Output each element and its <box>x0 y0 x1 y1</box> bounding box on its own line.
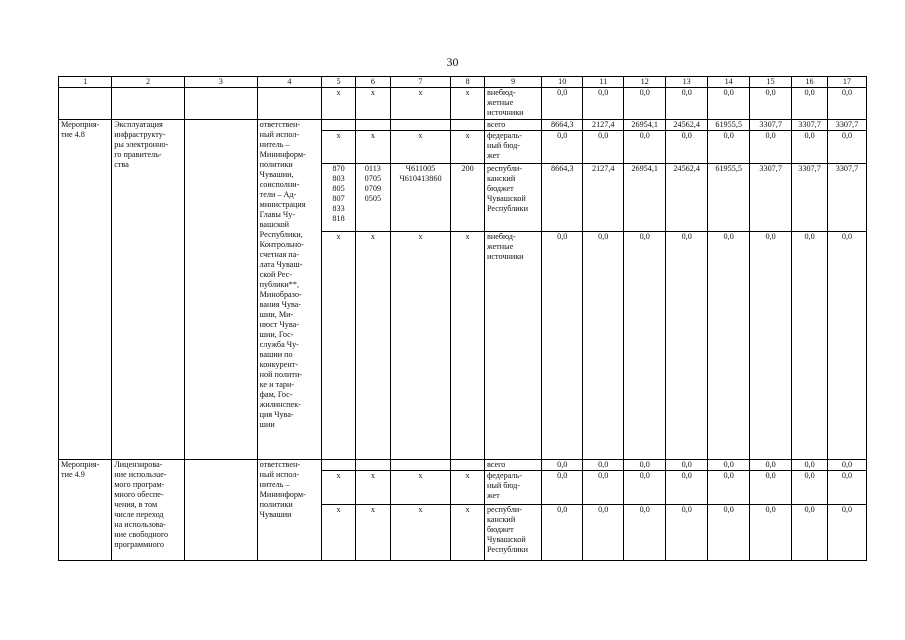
cell-value: 3307,7 <box>750 120 792 131</box>
cell-section: x <box>355 88 390 120</box>
cell-value: 0,0 <box>624 460 666 471</box>
cell-section: 0113 0705 0709 0505 <box>355 164 390 232</box>
cell-funding-source: федераль- ный бюд- жет <box>484 131 541 164</box>
column-number: 4 <box>257 77 322 88</box>
cell-value: 0,0 <box>542 88 583 120</box>
cell-value: 0,0 <box>708 505 750 561</box>
table-row-continuation <box>59 88 867 120</box>
cell-value: 0,0 <box>666 471 708 505</box>
cell <box>59 88 112 120</box>
cell-gov-code: x <box>322 505 356 561</box>
cell-value: 26954,1 <box>624 120 666 131</box>
cell-value: 0,0 <box>792 471 828 505</box>
cell-gov-code: 870 803 805 807 833 818 <box>322 164 356 232</box>
cell-value: 0,0 <box>827 505 866 561</box>
cell-expense-type <box>451 460 485 471</box>
cell-expense-type: x <box>451 88 485 120</box>
cell <box>184 88 257 120</box>
cell-value: 0,0 <box>827 232 866 460</box>
cell-funding-source: республи- канский бюджет Чувашской Республики <box>484 505 541 561</box>
cell-value: 0,0 <box>583 460 624 471</box>
measure-title: Лицензирова- ние использue- мого програм- много обеспе- чения, в том числе переход на использова- ние свободного программного <box>112 460 185 561</box>
cell-value: 0,0 <box>792 131 828 164</box>
cell-value: 0,0 <box>792 460 828 471</box>
cell-gov-code: x <box>322 88 356 120</box>
cell-section: x <box>355 505 390 561</box>
column-number: 3 <box>184 77 257 88</box>
column-number: 5 <box>322 77 356 88</box>
cell-value: 24562,4 <box>666 164 708 232</box>
cell-expense-type: x <box>451 232 485 460</box>
measure-executors: ответствен- ный испол- нитель – Мининформ- политики Чувашии, соисполни- тели – Ад- министрация Главы Чу- вашской Республики, Контрольно- счетная па- лата Чуваш- ской Рес- публики**, Минобразо- вания Чува- шии, Ми- нюст Чува- шии, Гос- служба Чу- вашии по конкурент- ной полити- ке и тари- фам, Гос- жилинспек- ция Чува- шии <box>257 120 322 460</box>
cell-funding-source: всего <box>484 460 541 471</box>
cell-value: 0,0 <box>624 88 666 120</box>
cell-target-item <box>390 120 450 131</box>
cell-value: 0,0 <box>666 232 708 460</box>
cell-value: 0,0 <box>708 460 750 471</box>
cell-value: 0,0 <box>624 505 666 561</box>
cell <box>112 88 185 120</box>
measure-name: Мероприя- тие 4.8 <box>59 120 112 460</box>
cell-target-item: x <box>390 88 450 120</box>
measure-name: Мероприя- тие 4.9 <box>59 460 112 561</box>
cell-expense-type: x <box>451 505 485 561</box>
cell-gov-code: x <box>322 232 356 460</box>
cell-value: 2127,4 <box>583 120 624 131</box>
cell-value: 0,0 <box>542 471 583 505</box>
cell-section: x <box>355 131 390 164</box>
cell-value: 0,0 <box>666 505 708 561</box>
cell-value: 61955,5 <box>708 164 750 232</box>
cell-funding-source: федераль- ный бюд- жет <box>484 471 541 505</box>
column-number: 14 <box>708 77 750 88</box>
cell <box>184 120 257 460</box>
column-number: 6 <box>355 77 390 88</box>
page-number: 30 <box>446 55 459 69</box>
column-number: 7 <box>390 77 450 88</box>
cell-target-item: x <box>390 505 450 561</box>
cell-value: 0,0 <box>792 232 828 460</box>
column-number: 2 <box>112 77 185 88</box>
cell-value: 0,0 <box>583 505 624 561</box>
cell-value: 0,0 <box>583 232 624 460</box>
cell-value: 0,0 <box>624 232 666 460</box>
cell-section: x <box>355 471 390 505</box>
cell-target-item: x <box>390 471 450 505</box>
cell-value: 0,0 <box>750 232 792 460</box>
cell-value: 8664,3 <box>542 120 583 131</box>
cell-expense-type <box>451 120 485 131</box>
cell-funding-source: внебюд- жетные источники <box>484 88 541 120</box>
cell-gov-code: x <box>322 131 356 164</box>
table-row <box>59 120 867 131</box>
cell-expense-type: 200 <box>451 164 485 232</box>
cell-value: 0,0 <box>750 131 792 164</box>
column-number: 11 <box>583 77 624 88</box>
column-number: 1 <box>59 77 112 88</box>
column-number: 17 <box>827 77 866 88</box>
cell-value: 3307,7 <box>792 120 828 131</box>
cell <box>257 88 322 120</box>
cell-target-item <box>390 460 450 471</box>
cell-value: 61955,5 <box>708 120 750 131</box>
measure-title: Эксплуатация инфраструкту- ры электронно- го правитель- ства <box>112 120 185 460</box>
cell-value: 0,0 <box>750 460 792 471</box>
cell-value: 24562,4 <box>666 120 708 131</box>
cell-value: 0,0 <box>827 460 866 471</box>
cell-value: 3307,7 <box>792 164 828 232</box>
cell-value: 3307,7 <box>827 120 866 131</box>
cell-value: 0,0 <box>827 471 866 505</box>
column-number: 12 <box>624 77 666 88</box>
cell-value: 0,0 <box>666 88 708 120</box>
cell-value: 0,0 <box>624 471 666 505</box>
cell-value: 3307,7 <box>827 164 866 232</box>
cell-value: 0,0 <box>542 232 583 460</box>
cell-value: 0,0 <box>583 131 624 164</box>
table-row <box>59 460 867 471</box>
column-number: 13 <box>666 77 708 88</box>
cell-value: 0,0 <box>583 471 624 505</box>
column-number: 16 <box>792 77 828 88</box>
cell-value: 0,0 <box>542 131 583 164</box>
cell-value: 0,0 <box>708 471 750 505</box>
cell-value: 0,0 <box>666 460 708 471</box>
cell-value: 0,0 <box>750 505 792 561</box>
cell-value: 0,0 <box>542 505 583 561</box>
cell-value: 3307,7 <box>750 164 792 232</box>
cell-value: 0,0 <box>708 131 750 164</box>
cell-value: 0,0 <box>624 131 666 164</box>
budget-table <box>58 76 867 561</box>
cell-target-item: x <box>390 131 450 164</box>
cell-value: 0,0 <box>750 88 792 120</box>
cell-section <box>355 120 390 131</box>
cell-value: 0,0 <box>750 471 792 505</box>
cell-value: 8664,3 <box>542 164 583 232</box>
cell-gov-code <box>322 460 356 471</box>
column-number-row <box>59 77 867 88</box>
cell-value: 0,0 <box>708 232 750 460</box>
cell-value: 0,0 <box>583 88 624 120</box>
cell-value: 26954,1 <box>624 164 666 232</box>
cell-section <box>355 460 390 471</box>
cell-value: 0,0 <box>827 88 866 120</box>
column-number: 10 <box>542 77 583 88</box>
cell-value: 0,0 <box>792 505 828 561</box>
measure-executors: ответствен- ный испол- нитель – Мининформ- политики Чувашии <box>257 460 322 561</box>
cell-funding-source: внебюд- жетные источники <box>484 232 541 460</box>
column-number: 9 <box>484 77 541 88</box>
cell-value: 0,0 <box>827 131 866 164</box>
cell-funding-source: всего <box>484 120 541 131</box>
column-number: 8 <box>451 77 485 88</box>
cell-value: 2127,4 <box>583 164 624 232</box>
cell-value: 0,0 <box>542 460 583 471</box>
cell-value: 0,0 <box>792 88 828 120</box>
cell-value: 0,0 <box>708 88 750 120</box>
cell-gov-code: x <box>322 471 356 505</box>
cell-expense-type: x <box>451 471 485 505</box>
cell-funding-source: республи- канский бюджет Чувашской Республики <box>484 164 541 232</box>
cell-value: 0,0 <box>666 131 708 164</box>
cell-target-item: Ч611005 Ч610413860 <box>390 164 450 232</box>
cell-expense-type: x <box>451 131 485 164</box>
column-number: 15 <box>750 77 792 88</box>
cell-section: x <box>355 232 390 460</box>
cell <box>184 460 257 561</box>
cell-target-item: x <box>390 232 450 460</box>
cell-gov-code <box>322 120 356 131</box>
